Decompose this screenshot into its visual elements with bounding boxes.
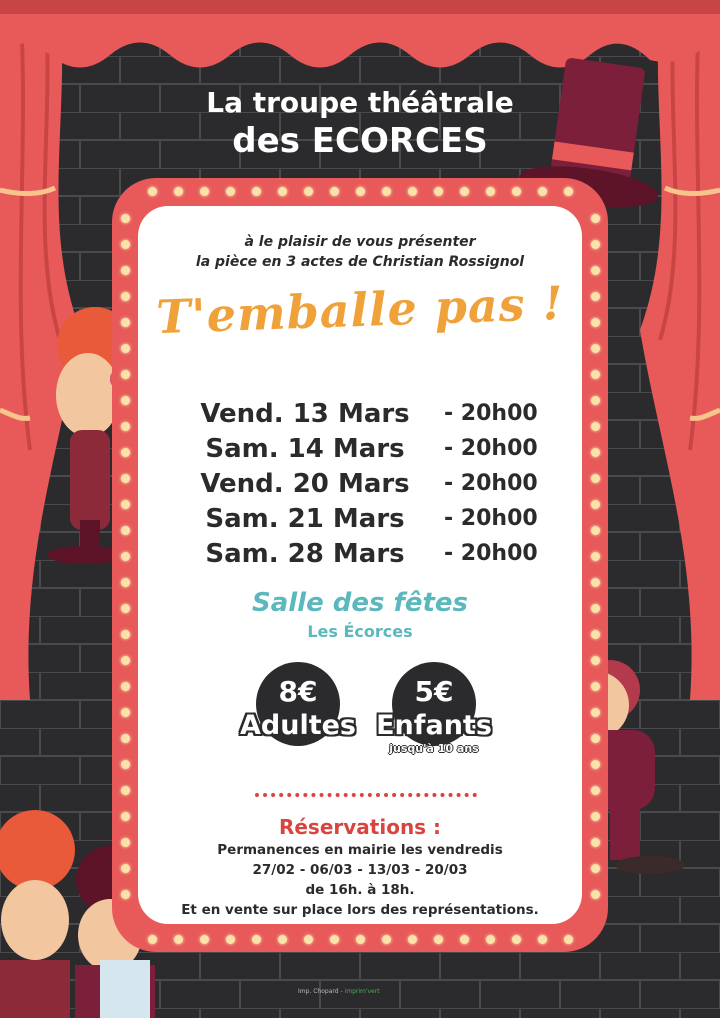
- performance-time: - 20h00: [444, 541, 538, 566]
- dotted-divider: [255, 793, 477, 797]
- marquee-bulb-icon: [226, 187, 235, 196]
- marquee-bulb-icon: [408, 187, 417, 196]
- marquee-bulb-icon: [591, 604, 600, 613]
- marquee-bulb-icon: [591, 526, 600, 535]
- marquee-bulb-icon: [591, 812, 600, 821]
- performance-time: - 20h00: [444, 401, 538, 426]
- performance-date: Sam. 21 Mars: [205, 504, 405, 534]
- marquee-bulb-icon: [591, 474, 600, 483]
- reservations-line: 27/02 - 06/03 - 13/03 - 20/03: [252, 862, 468, 878]
- marquee-bulb-icon: [591, 630, 600, 639]
- performance-date: Sam. 28 Mars: [205, 539, 405, 569]
- performance-row: [180, 536, 560, 572]
- reservations-title: Réservations :: [278, 815, 442, 839]
- marquee-bulb-icon: [591, 266, 600, 275]
- marquee-bulb-icon: [356, 187, 365, 196]
- marquee-bulb-icon: [591, 448, 600, 457]
- marquee-bulb-icon: [174, 935, 183, 944]
- marquee-bulb-icon: [591, 890, 600, 899]
- performance-time: - 20h00: [444, 471, 538, 496]
- marquee-bulb-icon: [226, 935, 235, 944]
- marquee-bulb-icon: [486, 935, 495, 944]
- marquee-bulb-icon: [434, 935, 443, 944]
- troupe-name-line2: des ECORCES: [232, 121, 488, 161]
- marquee-bulb-icon: [252, 187, 261, 196]
- marquee-bulb-icon: [121, 786, 130, 795]
- marquee-bulb-icon: [121, 370, 130, 379]
- performance-date: Vend. 20 Mars: [200, 469, 410, 499]
- troupe-header: [0, 86, 720, 162]
- marquee-bulb-icon: [591, 214, 600, 223]
- marquee-bulb-icon: [121, 708, 130, 717]
- marquee-bulb-icon: [486, 187, 495, 196]
- marquee-bulb-icon: [121, 526, 130, 535]
- adult-price-amount: 8€: [278, 675, 318, 708]
- marquee-bulb-icon: [564, 935, 573, 944]
- reservations-line: Permanences en mairie les vendredis: [217, 842, 503, 858]
- marquee-bulb-icon: [591, 578, 600, 587]
- performance-date: Vend. 13 Mars: [200, 399, 410, 429]
- marquee-bulb-icon: [382, 935, 391, 944]
- marquee-bulb-icon: [591, 734, 600, 743]
- child-price-label: Enfants: [376, 710, 492, 741]
- intro-text: [138, 232, 582, 272]
- marquee-bulb-icon: [591, 370, 600, 379]
- adult-price-label: Adultes: [240, 710, 356, 741]
- marquee-bulb-icon: [564, 187, 573, 196]
- marquee-bulb-icon: [460, 935, 469, 944]
- marquee-bulb-icon: [121, 734, 130, 743]
- marquee-bulb-icon: [121, 552, 130, 561]
- marquee-bulb-icon: [330, 935, 339, 944]
- marquee-bulb-icon: [408, 935, 417, 944]
- marquee-bulb-icon: [304, 187, 313, 196]
- marquee-bulb-icon: [434, 187, 443, 196]
- marquee-bulb-icon: [512, 935, 521, 944]
- marquee-bulb-icon: [121, 578, 130, 587]
- marquee-bulb-icon: [121, 500, 130, 509]
- marquee-bulb-icon: [121, 656, 130, 665]
- marquee-bulb-icon: [121, 812, 130, 821]
- marquee-bulb-icon: [121, 474, 130, 483]
- marquee-bulb-icon: [591, 344, 600, 353]
- marquee-bulb-icon: [121, 266, 130, 275]
- marquee-bulb-icon: [148, 935, 157, 944]
- performance-time: - 20h00: [444, 506, 538, 531]
- marquee-bulb-icon: [121, 396, 130, 405]
- child-price-note: jusqu'à 10 ans: [389, 742, 479, 755]
- marquee-bulb-icon: [591, 864, 600, 873]
- performance-row: [180, 501, 560, 537]
- marquee-bulb-icon: [382, 187, 391, 196]
- marquee-bulb-icon: [174, 187, 183, 196]
- marquee-bulb-icon: [121, 838, 130, 847]
- performance-row: [180, 431, 560, 467]
- marquee-bulb-icon: [330, 187, 339, 196]
- marquee-bulb-icon: [538, 187, 547, 196]
- marquee-bulb-icon: [121, 240, 130, 249]
- marquee-bulb-icon: [121, 422, 130, 431]
- marquee-bulb-icon: [591, 786, 600, 795]
- performance-date: Sam. 14 Mars: [205, 434, 405, 464]
- marquee-bulb-icon: [200, 187, 209, 196]
- marquee-bulb-icon: [252, 935, 261, 944]
- printer-logo: imprim'vert: [344, 988, 380, 995]
- marquee-bulb-icon: [591, 708, 600, 717]
- marquee-bulb-icon: [591, 500, 600, 509]
- marquee-bulb-icon: [591, 838, 600, 847]
- marquee-bulb-icon: [460, 187, 469, 196]
- marquee-bulb-icon: [121, 864, 130, 873]
- marquee-bulb-icon: [121, 214, 130, 223]
- marquee-bulb-icon: [538, 935, 547, 944]
- performance-time: - 20h00: [444, 436, 538, 461]
- printer-name: Imp. Chopard -: [298, 988, 343, 995]
- marquee-bulb-icon: [121, 682, 130, 691]
- marquee-bulb-icon: [278, 935, 287, 944]
- marquee-bulb-icon: [278, 187, 287, 196]
- marquee-bulb-icon: [121, 448, 130, 457]
- marquee-bulb-icon: [591, 422, 600, 431]
- marquee-bulb-icon: [591, 682, 600, 691]
- marquee-bulb-icon: [121, 318, 130, 327]
- marquee-bulb-icon: [121, 630, 130, 639]
- venue-name: Salle des fêtes: [251, 588, 469, 618]
- marquee-bulb-icon: [121, 760, 130, 769]
- play-title: T'emballe pas !: [155, 275, 565, 345]
- marquee-bulb-icon: [148, 187, 157, 196]
- marquee-bulb-icon: [121, 890, 130, 899]
- performance-row: [180, 466, 560, 502]
- marquee-bulb-icon: [512, 187, 521, 196]
- marquee-bulb-icon: [304, 935, 313, 944]
- marquee-bulb-icon: [121, 344, 130, 353]
- venue-place: Les Écorces: [307, 622, 413, 641]
- marquee-bulb-icon: [591, 760, 600, 769]
- marquee-bulb-icon: [591, 240, 600, 249]
- intro-line1: à le plaisir de vous présenter: [244, 234, 476, 250]
- marquee-bulb-icon: [591, 396, 600, 405]
- printer-credit: [298, 988, 380, 996]
- marquee-bulb-icon: [200, 935, 209, 944]
- marquee-bulb-icon: [591, 656, 600, 665]
- intro-line2: la pièce en 3 actes de Christian Rossignol: [195, 254, 525, 270]
- marquee-bulb-icon: [121, 292, 130, 301]
- top-valance-icon: [0, 0, 720, 68]
- child-price-amount: 5€: [414, 675, 454, 708]
- marquee-bulb-icon: [356, 935, 365, 944]
- troupe-name-line1: La troupe théâtrale: [206, 86, 514, 119]
- performance-row: [180, 396, 560, 432]
- marquee-bulb-icon: [591, 552, 600, 561]
- reservations-line: Et en vente sur place lors des représentations.: [181, 902, 539, 918]
- marquee-bulb-icon: [591, 292, 600, 301]
- marquee-bulb-icon: [591, 318, 600, 327]
- reservations-line: de 16h. à 18h.: [305, 882, 415, 898]
- marquee-bulb-icon: [121, 604, 130, 613]
